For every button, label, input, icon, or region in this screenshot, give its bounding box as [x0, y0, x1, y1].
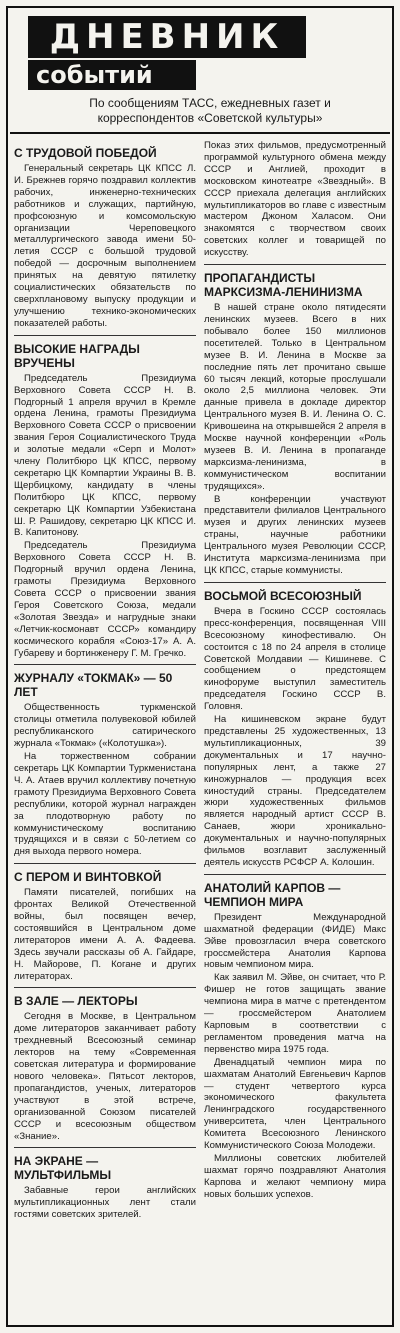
article-heading: ВЫСОКИЕ НАГРАДЫ ВРУЧЕНЫ: [14, 341, 140, 370]
article-heading: АНАТОЛИЙ КАРПОВ — ЧЕМПИОН МИРА: [204, 880, 341, 909]
article-paragraph: Вчера в Госкино СССР состоялась пресс-конференция, посвященная VIII Всесоюзному кинофестивалю. Он состоится с 18 по 24 апреля в столице Советской Молдавии — Кишиневе. С сообщением о предстоящем кинофоруме выступил заместитель председателя Госкино СССР В. Головня.: [204, 605, 386, 713]
article-paragraph: Миллионы советских любителей шахмат горячо поздравляют Анатолия Карпова и желают чемпиону мира новых больших успехов.: [204, 1152, 386, 1200]
article-paragraph: На кишиневском экране будут представлены 25 художественных, 13 мультипликационных, 39 документальных и 17 научно-популярных лент, а также 27 киножурналов — продукция всех киностудий страны. Председателем жюри художественных фильмов является народный артист СССР В. Санаев, жюри хроникально-документальных и научно-популярных фильмов возглавит заслуженный деятель искусств РСФСР А. Колошин.: [204, 714, 386, 868]
article-heading: В ЗАЛЕ — ЛЕКТОРЫ: [14, 994, 138, 1009]
article-heading: ПРОПАГАНДИСТЫ МАРКСИЗМА-ЛЕНИНИЗМА: [204, 271, 363, 300]
article-paragraph: Общественность туркменской столицы отметила полувековой юбилей республиканского сатирического журнала «Токмак» («Колотушка»).: [14, 702, 196, 750]
article-paragraph: Сегодня в Москве, в Центральном доме литераторов заканчивает работу трехдневный Всесоюзный семинар лекторов на тему «Современная советская литература и формирование нового человека». Пятьсот лекторов, пропагандистов, ученых, литераторов участвуют в этой встрече, организованной Союзом писателей СССР и всесоюзным обществом «Знание».: [14, 1011, 196, 1142]
article-heading: ЖУРНАЛУ «ТОКМАК» — 50 ЛЕТ: [14, 671, 173, 700]
article-heading: С ТРУДОВОЙ ПОБЕДОЙ: [14, 146, 157, 160]
article-heading: С ПЕРОМ И ВИНТОВКОЙ: [14, 870, 162, 885]
article-heading: НА ЭКРАНЕ — МУЛЬТФИЛЬМЫ: [14, 1154, 112, 1183]
masthead-title: [28, 16, 306, 90]
title-line-1: ДНЕВНИК: [28, 16, 306, 58]
article-paragraph: Генеральный секретарь ЦК КПСС Л. И. Брежнев горячо поздравил коллектив рабочих, инженерно-технических работников и служащих, партийную, профсоюзную и комсомольскую организации Череповецкого металлургического завода имени 50-летия СССР с большой трудовой победой — досрочным выполнением принятых на девятую пятилетку социалистических обязательств по сверхплановому выпуску продукции и улучшению технико-экономических показателей работы.: [14, 163, 196, 329]
article-paragraph: На торжественном собрании секретарь ЦК Компартии Туркменистана Ч. А. Атаев вручил коллективу почетную грамоту Президиума Верховного Совета республики, которой журнал награжден за плодотворную работу по коммунистическому воспитанию трудящихся и в связи с 50-летием со дня выхода первого номера.: [14, 751, 196, 858]
article-paragraph: Памяти писателей, погибших на фронтах Великой Отечественной войны, был посвящен вечер, состоявшийся в Центральном доме литераторов имени А. А. Фадеева. Здесь звучали рассказы об А. Гайдаре, Н. Майорове, П. Когане и других литераторах.: [14, 887, 196, 982]
article-paragraph: Как заявил М. Эйве, он считает, что Р. Фишер не готов защищать звание чемпиона мира в матче с претендентом — гроссмейстером Анатолием Карповым в соответствии с регламентом проведения матча на первенство мира 1975 года.: [204, 972, 386, 1055]
article-paragraph: Показ этих фильмов, предусмотренный программой культурного обмена между СССР и Англией, проходит в московском кинотеатре «Звездный». В СССР приехала делегация английских мультипликаторов во главе с известным мастером Джоном Халасом. Они знакомятся с творчеством своих советских коллег и товарищей по искусству.: [204, 140, 386, 259]
title-line-2: событий: [28, 60, 196, 90]
article-paragraph: Забавные герои английских мультипликационных лент стали гостями советских зрителей.: [14, 1185, 196, 1221]
article-heading: ВОСЬМОЙ ВСЕСОЮЗНЫЙ: [204, 588, 362, 603]
article-paragraph: Председатель Президиума Верховного Совета СССР Н. В. Подгорный 1 апреля вручил в Кремле ордена Ленина, грамоты Президиума Верховного Совета СССР о присвоении звания Героя Социалистического Труда и золотые медали «Серп и Молот» члену Политбюро ЦК КПСС, первому секретарю ЦК Компартии Украины В. В. Щербицкому, кандидату в члены Политбюро ЦК КПСС, первому секретарю ЦК Компартии Узбекистана Ш. Р. Рашидову, секретарю ЦК КПСС И. В. Капитонову.: [14, 372, 196, 539]
masthead-subtitle: По сообщениям ТАСС, ежедневных газет и корреспондентов «Советской культуры»: [89, 96, 331, 125]
article-paragraph: В конференции участвуют представители филиалов Центрального музея и других ленинских музеев страны, научные работники Центрального музея Революции СССР, Института марксизма-ленинизма при ЦК КПСС, старые коммунисты.: [204, 493, 386, 576]
article-paragraph: Президент Международной шахматной федерации (ФИДЕ) Макс Эйве провозгласил вчера советского гроссмейстера Анатолия Карпова новым чемпионом мира.: [204, 911, 386, 971]
article-paragraph: Председатель Президиума Верховного Совета СССР Н. В. Подгорный вручил ордена Ленина, грамоты Президиума Верховного Совета СССР о присвоении звания Героя Советского Союза, медали «Золотая Звезда» и нагрудные знаки «Летчик-космонавт СССР» командиру космического корабля «Союз-17» А. А. Губареву и бортинженеру Г. М. Гречко.: [14, 540, 196, 659]
masthead: [10, 10, 390, 134]
article-paragraph: В нашей стране около пятидесяти ленинских музеев. Всего в них побывало более 150 миллионов посетителей. Только в Центральном музее В. И. Ленина в Москве за последние пять лет прочитано свыше 60 тысяч лекций, которые прослушали около 2,5 миллиона человек. Эти данные привела в докладе директор Центрального музея В. И. Ленина О. С. Кривошеина на открывшейся 2 апреля в Москве научной конференции «Роль музеев В. И. Ленина в пропаганде марксизма-ленинизма, в коммунистическом воспитании трудящихся».: [204, 302, 386, 492]
page-frame: [6, 6, 394, 1327]
article-paragraph: Двенадцатый чемпион мира по шахматам Анатолий Евгеньевич Карпов — студент четвертого курса экономического факультета Ленинградского государственного университета, член Центрального Комитета Всесоюзного Ленинского Коммунистического Союза Молодежи.: [204, 1056, 386, 1152]
